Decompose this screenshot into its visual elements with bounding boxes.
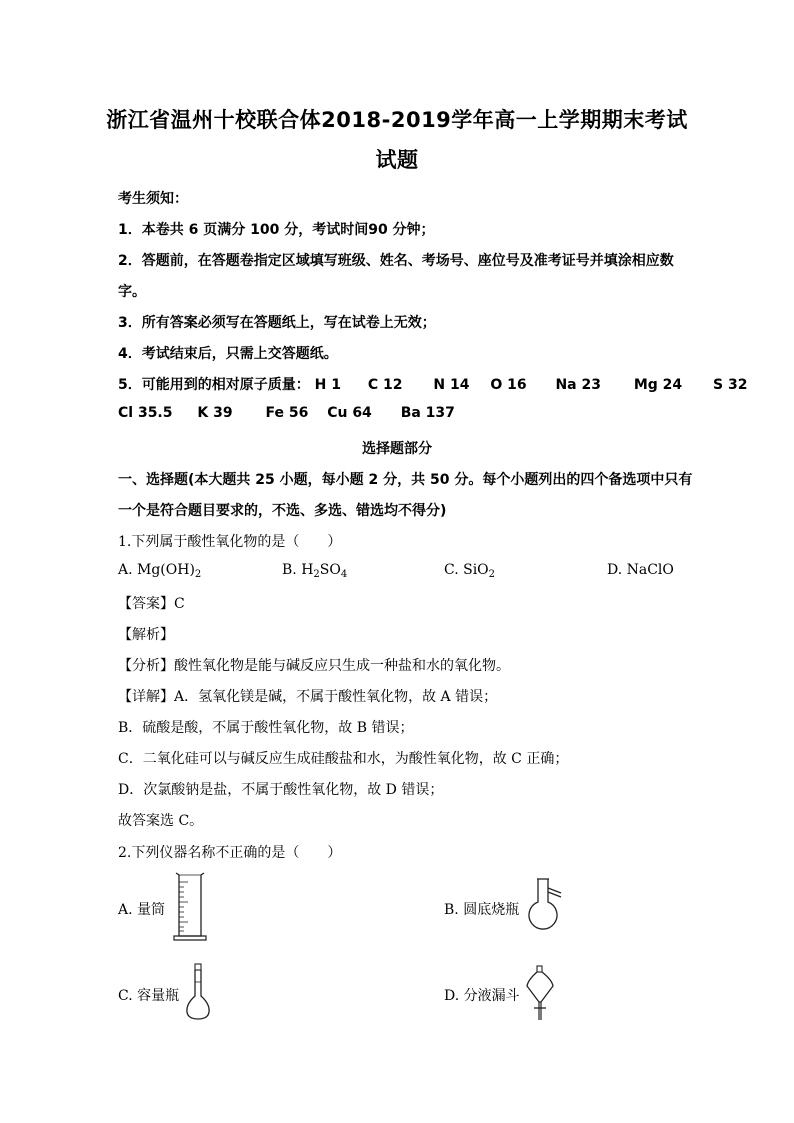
atomic-mass: Cu 64 (327, 405, 372, 421)
atomic-mass: Fe 56 (265, 405, 309, 421)
volumetric-flask-image (183, 962, 213, 1022)
page-title: 浙江省温州十校联合体2018-2019学年高一上学期期末考试 (106, 108, 688, 132)
section-title: 选择题部分 (362, 441, 432, 457)
atomic-mass: Cl 35.5 (118, 405, 173, 421)
atomic-mass: H 1 (314, 377, 341, 393)
question-2-option-b: B. 圆底烧瓶 (444, 902, 520, 918)
atomic-mass: K 39 (197, 405, 233, 421)
notice-item-2-cont: 字。 (118, 284, 146, 300)
notice-heading: 考生须知： (118, 191, 188, 207)
question-1-detail-a: 【详解】A．氢氧化镁是碱，不属于酸性氧化物，故 A 错误； (118, 689, 498, 705)
question-2-option-c: C. 容量瓶 (118, 988, 180, 1004)
question-1-option-a: A. $Mg(OH)_2$ (118, 562, 202, 580)
question-1-analysis: 【分析】酸性氧化物是能与碱反应只生成一种盐和水的氧化物。 (118, 658, 510, 674)
atomic-mass: Mg 24 (633, 377, 683, 393)
question-1-option-c: C. SiO$_2$ (444, 562, 496, 580)
atomic-masses-row-1 (118, 374, 748, 394)
notice-item-1: 1．本卷共 6 页满分 100 分，考试时间90 分钟； (118, 222, 435, 238)
question-1-conclusion: 故答案选 C。 (118, 813, 204, 829)
question-1-detail-d: D．次氯酸钠是盐，不属于酸性氧化物，故 D 错误； (118, 782, 444, 798)
question-1-answer: 【答案】C (118, 596, 185, 612)
atomic-masses-label: 5．可能用到的相对原子质量： (118, 377, 310, 393)
atomic-mass: O 16 (490, 377, 527, 393)
atomic-mass: Ba 137 (400, 405, 455, 421)
atomic-mass: N 14 (433, 377, 470, 393)
part-1-instructions-cont: 一个是符合题目要求的，不选、多选、错选均不得分) (118, 503, 447, 519)
question-1-analysis-heading: 【解析】 (118, 627, 174, 643)
graduated-cylinder-image (170, 870, 210, 944)
notice-item-3: 3．所有答案必须写在答题纸上，写在试卷上无效； (118, 315, 436, 331)
notice-item-2: 2．答题前，在答题卷指定区域填写班级、姓名、考场号、座位号及准考证号并填涂相应数 (118, 253, 674, 269)
question-1-option-d: D. NaClO (607, 562, 674, 578)
atomic-masses-row-2 (118, 405, 455, 421)
page-title-continued: 试题 (375, 148, 419, 172)
notice-item-4: 4．考试结束后，只需上交答题纸。 (118, 346, 338, 362)
question-1-detail-c: C．二氧化硅可以与碱反应生成硅酸盐和水，为酸性氧化物，故 C 正确； (118, 751, 569, 767)
atomic-mass: C 12 (367, 377, 403, 393)
part-1-instructions: 一、选择题(本大题共 25 小题，每小题 2 分，共 50 分。每个小题列出的四个备选项中只有 (118, 472, 693, 488)
question-2-option-d: D. 分液漏斗 (444, 988, 520, 1004)
separatory-funnel-image (524, 964, 556, 1024)
question-2-option-a: A. 量筒 (118, 902, 166, 918)
question-1-option-b: B. $H_2SO_4$ (282, 562, 348, 580)
round-bottom-flask-image (524, 876, 572, 942)
atomic-mass: Na 23 (555, 377, 601, 393)
question-1-detail-b: B．硫酸是酸，不属于酸性氧化物，故 B 错误； (118, 720, 414, 736)
atomic-mass: S 32 (713, 377, 748, 393)
question-1-stem: 1.下列属于酸性氧化物的是（ ） (118, 534, 342, 550)
question-2-stem: 2.下列仪器名称不正确的是（ ） (118, 845, 342, 861)
